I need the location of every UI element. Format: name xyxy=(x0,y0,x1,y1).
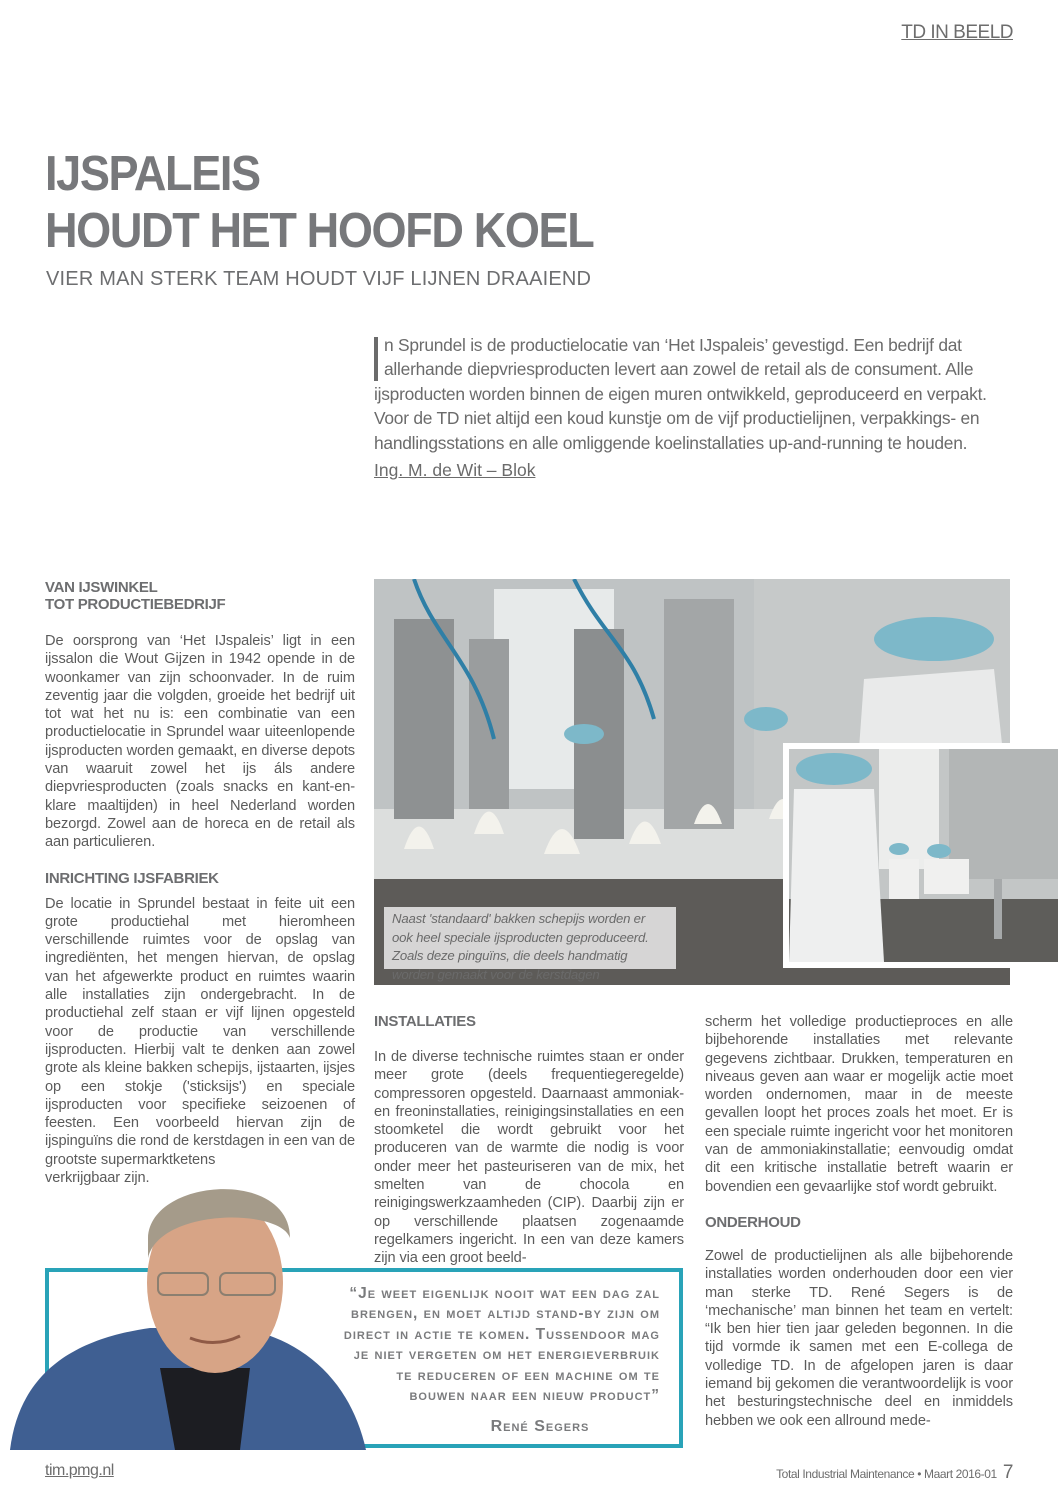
section-label[interactable]: TD IN BEELD xyxy=(901,22,1013,43)
quote-line: bouwen naar een nieuw product” xyxy=(409,1387,660,1405)
lead-text: n Sprundel is de productielocatie van ‘Het IJspaleis’ gevestigd. Een bedrijf dat allerhande diepvriesproducten levert aan zowel de retail als de consument. Alle ijsproducten worden binnen de eigen muren ontwikkeld, geproduceerd en verpakt. Voor de TD niet altijd een koud kunstje om de vijf productielijnen, verpakkings- en handlingsstations en alle omliggende koelinstallaties up-and-running te houden. xyxy=(374,335,987,453)
quote-author: René Segers xyxy=(490,1418,590,1435)
body-inrichting: De locatie in Sprundel bestaat in feite uit een grote productiehal met hieromheen verschillende ruimtes voor de opslag van ingrediënten, het mengen hiervan, de opslag van het afgewerkte product en ruimtes waarin alle installaties zijn ondergebracht. In de productiehal zelf staan er vijf lijnen opgesteld voor de productie van verschillende ijsproducten. Hierbij valt te denken aan zowel grote als kleine bakken schepijs, ijstaarten, ijsjes op een stokje ('sticksijs') en speciale ijsproducten voor specifieke seizoenen of feesten. Een voorbeeld hiervan zijn de ijspinguïns die rond de kerstdagen in een van de grootste supermarktketens xyxy=(45,895,355,1168)
body-ijswinkel: De oorsprong van ‘Het IJspaleis’ ligt in een ijssalon die Wout Gijzen in 1942 opende in de woonkamer van zijn schoonvader. In de ruim zeventig jaar die volgden, groeide het bedrijf uit tot wat het nu is: een combinatie van een productielocatie in Sprundel waar uiteenlopende ijsproducten worden gemaakt, en diverse depots van waaruit zowel het ijs áls andere diepvriesproducten (zoals snacks en kant-en-klare maaltijden) in heel Nederland worden bezorgd. Zowel aan de horeca en de retail als aan particulieren. xyxy=(45,633,355,851)
heading-onderhoud: ONDERHOUD xyxy=(705,1213,801,1231)
title-line-1: IJSPALEIS xyxy=(45,147,260,201)
subtitle: VIER MAN STERK TEAM HOUDT VIJF LIJNEN DRAAIEND xyxy=(46,268,592,290)
heading-inrichting: INRICHTING IJSFABRIEK xyxy=(45,869,219,887)
workers-inset-photo xyxy=(783,743,1058,968)
body-onderhoud: Zowel de productielijnen als alle bijbehorende installaties worden onderhouden door een vier man sterke TD. René Segers is de ‘mechanische’ man binnen het team en vertelt: “Ik ben hier tien jaar geleden begonnen. In die tijd vormde ik samen met een E-collega de volledige TD. In de afgelopen jaren is daar iemand bij gekomen die verantwoordelijk is voor het besturingstechnische deel en inmiddels hebben we ook een allround mede- xyxy=(705,1247,1013,1429)
heading-line-2: TOT PRODUCTIEBEDRIJF xyxy=(45,596,226,613)
page-number: 7 xyxy=(1002,1462,1013,1483)
body-installaties: In de diverse technische ruimtes staan er onder meer grote (deels frequentiegeregelde) compressoren opgesteld. Daarnaast ammoniak- en freoninstallaties, reinigingsinstallaties en een stoomketel die wordt gebruikt voor het produceren van de warmte die nodig is voor onder meer het pasteuriseren van de mix, het smelten van de chocola en reinigingswerkzaamheden (CIP). Daarbij zijn er op verschillende plaatsen zogenaamde regelkamers ingericht. In een van deze kamers zijn via een groot beeld- xyxy=(374,1049,684,1267)
column-left xyxy=(45,579,355,1187)
footer-publication xyxy=(776,1462,1013,1484)
title-line-2: HOUDT HET HOOFD KOEL xyxy=(45,204,594,258)
quote-line: brengen, en moet altijd stand-by zijn om xyxy=(351,1305,660,1323)
page-title xyxy=(45,146,593,260)
quote-line: “Je weet eigenlijk nooit wat een dag zal xyxy=(349,1285,660,1302)
workers-inset-image xyxy=(789,749,1058,962)
quote-line: je niet vergeten om het energieverbruik xyxy=(353,1346,660,1364)
heading-installaties: INSTALLATIES xyxy=(374,1013,476,1030)
column-middle xyxy=(374,1013,684,1268)
heading-ijswinkel xyxy=(45,579,355,613)
article-author: Ing. M. de Wit – Blok xyxy=(374,460,536,480)
body-inrichting-end: verkrijgbaar zijn. xyxy=(45,1170,150,1187)
lead-paragraph xyxy=(374,333,1014,455)
heading-line-1: VAN IJSWINKEL xyxy=(45,579,158,596)
publication-name: Total Industrial Maintenance • Maart 2016-01 xyxy=(776,1467,997,1481)
dropcap-i xyxy=(374,337,378,381)
column-right xyxy=(705,1013,1013,1430)
photo-caption: Naast 'standaard' bakken schepijs worden er ook heel speciale ijsproducten geproduceerd. Zoals deze pinguïns, die deels handmatig worden gemaakt voor de kerstdagen xyxy=(384,907,676,969)
pull-quote xyxy=(300,1284,660,1406)
quote-line: direct in actie te komen. Tussendoor mag xyxy=(343,1325,660,1343)
body-installaties-cont: scherm het volledige productieproces en alle bijbehorende installaties met relevante gegevens zichtbaar. Drukken, temperaturen en niveaus geven aan waar er mogelijk actie moet worden ondernomen, maar in de meeste gevallen loopt het proces zoals het moet. Er is een speciale ruimte ingericht voor het monitoren van de ammoniakinstallatie; eenvoudig omdat dit een kritische installatie betreft waarin er bovendien een gevaarlijke stof wordt gebruikt. xyxy=(705,1014,1013,1195)
workers-illustration xyxy=(789,749,1058,962)
footer-website-link[interactable]: tim.pmg.nl xyxy=(45,1462,114,1479)
quote-line: te reduceren of een machine om te xyxy=(396,1366,660,1384)
